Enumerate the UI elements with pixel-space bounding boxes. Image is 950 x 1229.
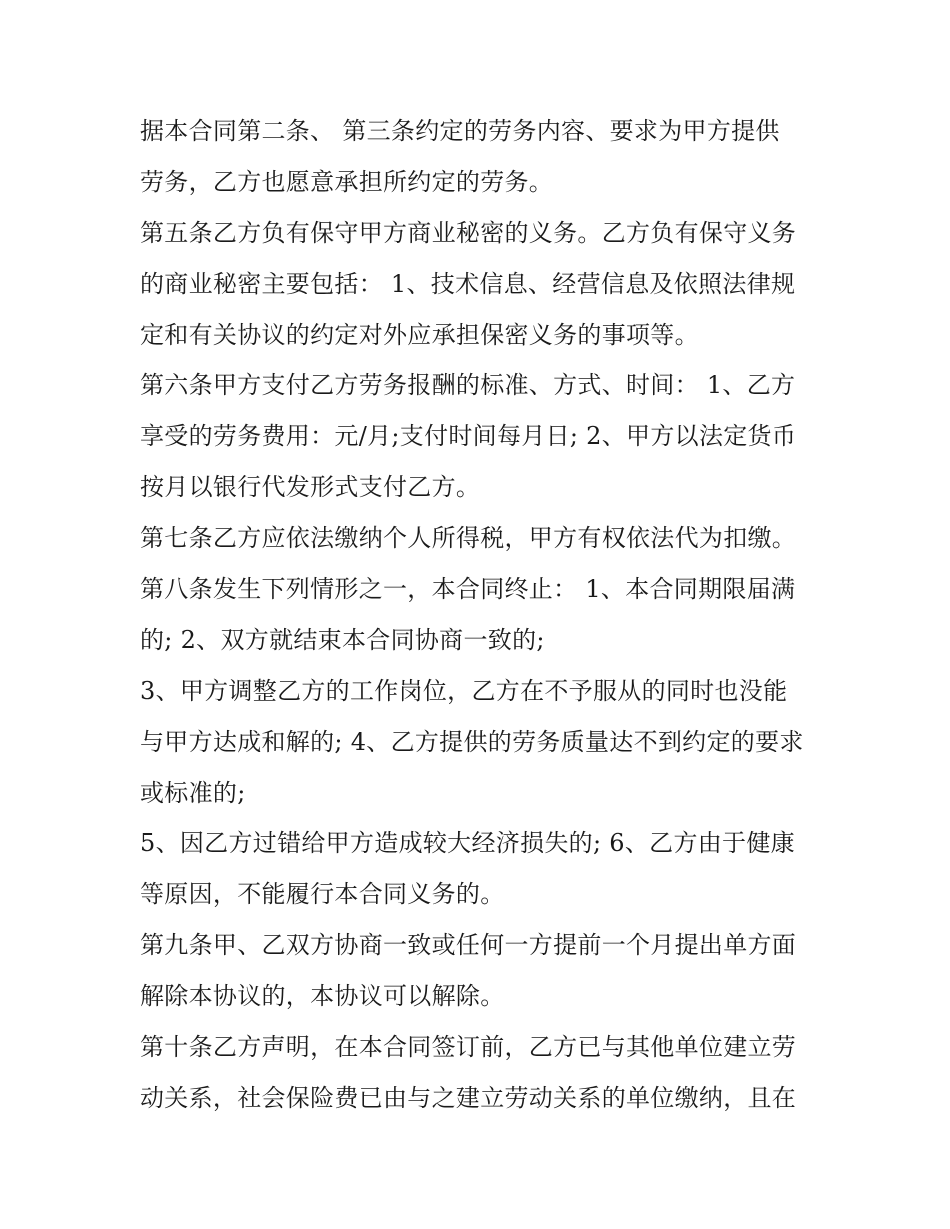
text-line: 第六条甲方支付乙方劳务报酬的标准、方式、时间： 1、乙方 bbox=[140, 371, 796, 400]
text-line: 动关系，社会保险费已由与之建立劳动关系的单位缴纳，且在 bbox=[140, 1083, 797, 1112]
text-line: 3、甲方调整乙方的工作岗位，乙方在不予服从的同时也没能 bbox=[140, 676, 788, 705]
text-line: 5、因乙方过错给甲方造成较大经济损失的; 6、乙方由于健康 bbox=[140, 829, 795, 858]
text-line: 享受的劳务费用：元/月;支付时间每月日; 2、甲方以法定货币 bbox=[140, 422, 797, 451]
text-line: 劳务，乙方也愿意承担所约定的劳务。 bbox=[140, 167, 554, 196]
text-line: 据本合同第二条、 第三条约定的劳务内容、要求为甲方提供 bbox=[140, 117, 780, 145]
text-line: 第八条发生下列情形之一，本合同终止： 1、本合同期限届满 bbox=[140, 575, 796, 604]
text-line: 的商业秘密主要包括： 1、技术信息、经营信息及依照法律规 bbox=[140, 269, 796, 298]
text-line: 第十条乙方声明，在本合同签订前，乙方已与其他单位建立劳 bbox=[140, 1033, 797, 1062]
text-line: 的; 2、双方就结束本合同协商一致的; bbox=[140, 625, 545, 654]
text-line: 或标准的; bbox=[140, 778, 246, 807]
text-line: 按月以银行代发形式支付乙方。 bbox=[140, 473, 481, 502]
text-line: 与甲方达成和解的; 4、乙方提供的劳务质量达不到约定的要求 bbox=[140, 727, 804, 756]
text-line: 等原因，不能履行本合同义务的。 bbox=[140, 880, 505, 909]
text-line: 定和有关协议的约定对外应承担保密义务的事项等。 bbox=[140, 320, 699, 349]
text-line: 第五条乙方负有保守甲方商业秘密的义务。乙方负有保守义务 bbox=[140, 218, 797, 247]
contract-text-body bbox=[140, 106, 820, 1124]
text-line: 第七条乙方应依法缴纳个人所得税，甲方有权依法代为扣缴。 bbox=[140, 524, 797, 553]
text-line: 第九条甲、乙双方协商一致或任何一方提前一个月提出单方面 bbox=[140, 931, 797, 960]
text-line: 解除本协议的，本协议可以解除。 bbox=[140, 982, 505, 1011]
